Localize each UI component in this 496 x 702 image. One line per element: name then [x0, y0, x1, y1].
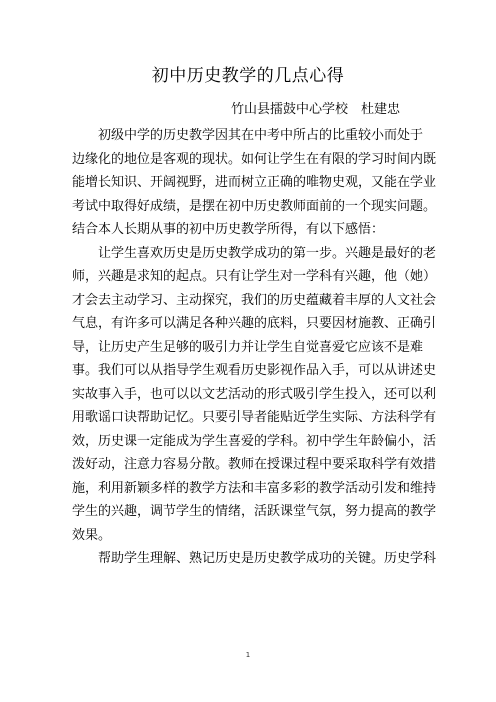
text-line: 初级中学的历史教学因其在中考中所占的比重较小而处于	[98, 128, 424, 143]
text-line: 让学生喜欢历史是历史教学成功的第一步。兴趣是最好的老	[98, 245, 437, 261]
text-line: 效果。	[72, 527, 112, 543]
text-line: 结合本人长期从事的初中历史教学所得，有以下感悟：	[72, 222, 385, 237]
text-line: 能增长知识、开阔视野，进而树立正确的唯物史观，又能在学业	[72, 175, 437, 190]
text-line: 实故事入手，也可以以文艺活动的形式吸引学生投入，还可以利	[72, 386, 437, 402]
text-line: 用歌谣口诀帮助记忆。只要引导者能贴近学生实际、方法科学有	[72, 410, 437, 425]
text-line: 泼好动，注意力容易分散。教师在授课过程中要采取科学有效措	[72, 457, 437, 472]
page-number: 1	[245, 651, 251, 659]
text-line: 师，兴趣是求知的起点。只有让学生对一学科有兴趣，他（她）	[72, 269, 437, 284]
text-line: 才会去主动学习、主动探究，我们的历史蕴藏着丰厚的人文社会	[72, 292, 437, 308]
text-line: 气息，有许多可以满足各种兴趣的底料，只要因材施教、正确引	[72, 316, 437, 331]
text-line: 边缘化的地位是客观的现状。如何让学生在有限的学习时间内既	[72, 151, 437, 167]
text-line: 学生的兴趣，调节学生的情绪，活跃课堂气氛，努力提高的教学	[72, 504, 437, 519]
document-body	[72, 124, 437, 571]
text-line: 考试中取得好成绩，是摆在初中历史教师面前的一个现实问题。	[72, 198, 437, 214]
text-line: 导，让历史产生足够的吸引力并让学生自觉喜爱它应该不是难	[72, 339, 424, 355]
author-byline: 竹山县擂鼓中心学校 杜建忠	[230, 102, 400, 117]
text-line: 效，历史课一定能成为学生喜爱的学科。初中学生年龄偏小，活	[72, 433, 437, 449]
text-line: 帮助学生理解、熟记历史是历史教学成功的关键。历史学科	[98, 551, 437, 566]
document-title: 初中历史教学的几点心得	[151, 66, 345, 86]
text-line: 事。我们可以从指导学生观看历史影视作品入手，可以从讲述史	[72, 363, 437, 378]
text-line: 施，利用新颖多样的教学方法和丰富多彩的教学活动引发和维持	[72, 480, 437, 496]
